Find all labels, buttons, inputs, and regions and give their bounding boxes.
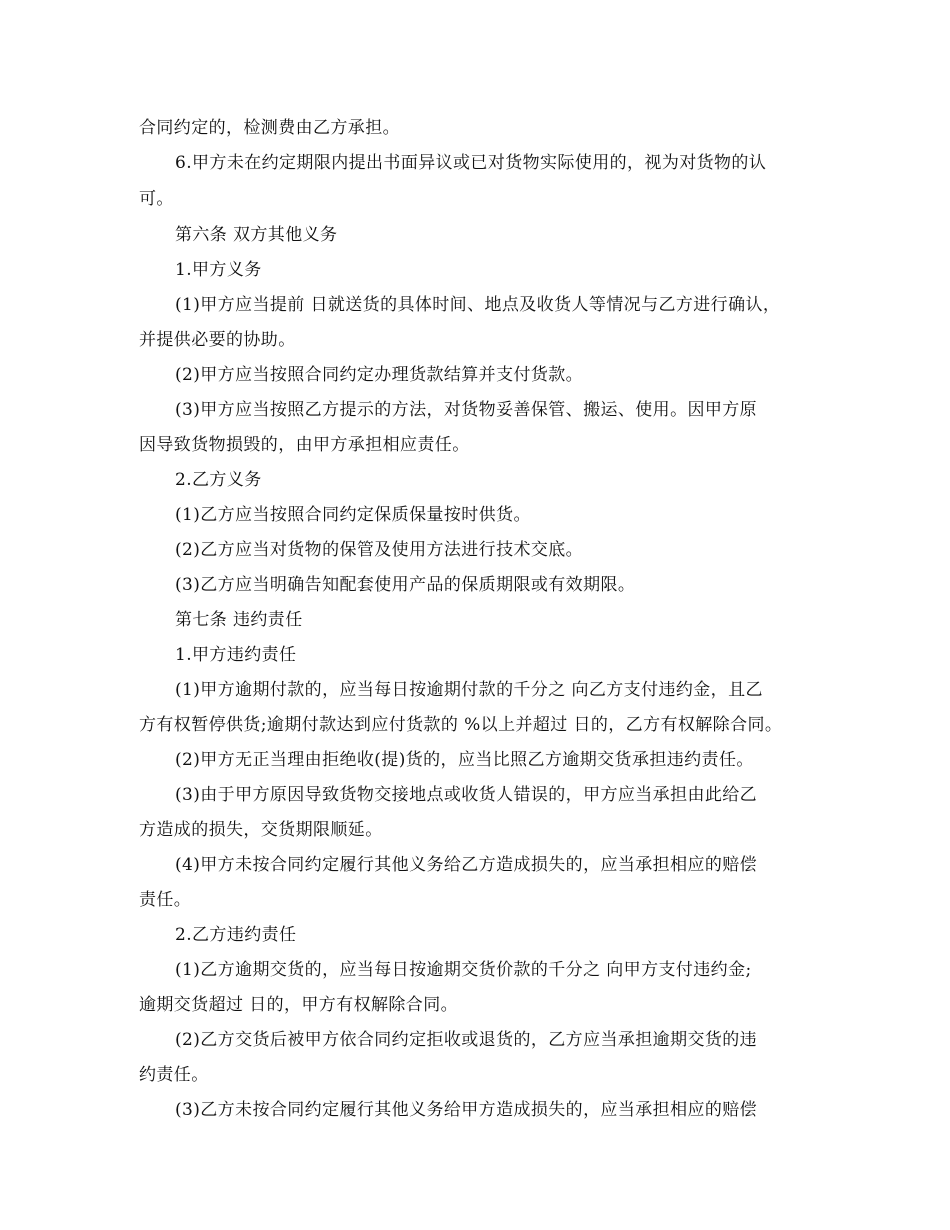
text-line: (1)甲方应当提前 日就送货的具体时间、地点及收货人等情况与乙方进行确认， [175, 295, 781, 315]
text-line: (3)甲方应当按照乙方提示的方法，对货物妥善保管、搬运、使用。因甲方原 [175, 400, 758, 420]
text-line: (1)乙方应当按照合同约定保质保量按时供货。 [175, 505, 531, 525]
subsection-heading: 1.甲方违约责任 [175, 645, 297, 665]
section-heading: 第六条 双方其他义务 [175, 225, 338, 245]
text-line: (1)乙方逾期交货的，应当每日按逾期交货价款的千分之 向甲方支付违约金; [175, 960, 752, 980]
text-line: (3)由于甲方原因导致货物交接地点或收货人错误的，甲方应当承担由此给乙 [175, 785, 758, 805]
text-line: 并提供必要的协助。 [139, 330, 296, 350]
text-line: 合同约定的，检测费由乙方承担。 [139, 118, 400, 138]
text-line: 可。 [139, 189, 174, 209]
text-line: (1)甲方逾期付款的，应当每日按逾期付款的千分之 向乙方支付违约金，且乙 [175, 680, 763, 700]
text-line: 逾期交货超过 日的，甲方有权解除合同。 [139, 995, 459, 1015]
text-line: (2)甲方应当按照合同约定办理货款结算并支付货款。 [175, 365, 584, 385]
text-line: (4)甲方未按合同约定履行其他义务给乙方造成损失的，应当承担相应的赔偿 [175, 855, 758, 875]
text-line: 约责任。 [139, 1065, 209, 1085]
text-line: 方造成的损失，交货期限顺延。 [139, 820, 383, 840]
text-line: 责任。 [139, 890, 192, 910]
text-line: (2)乙方交货后被甲方依合同约定拒收或退货的，乙方应当承担逾期交货的违 [175, 1030, 758, 1050]
subsection-heading: 2.乙方违约责任 [175, 925, 297, 945]
subsection-heading: 1.甲方义务 [175, 260, 262, 280]
text-line: (2)甲方无正当理由拒绝收(提)货的，应当比照乙方逾期交货承担违约责任。 [175, 750, 754, 770]
text-line: 6.甲方未在约定期限内提出书面异议或已对货物实际使用的，视为对货物的认 [175, 153, 767, 173]
text-line: 方有权暂停供货;逾期付款达到应付货款的 %以上并超过 日的，乙方有权解除合同。 [139, 715, 783, 735]
text-line: (3)乙方应当明确告知配套使用产品的保质期限或有效期限。 [175, 575, 636, 595]
subsection-heading: 2.乙方义务 [175, 470, 262, 490]
text-line: 因导致货物损毁的，由甲方承担相应责任。 [139, 435, 470, 455]
text-line: (2)乙方应当对货物的保管及使用方法进行技术交底。 [175, 540, 584, 560]
section-heading: 第七条 违约责任 [175, 610, 303, 630]
text-line: (3)乙方未按合同约定履行其他义务给甲方造成损失的，应当承担相应的赔偿 [175, 1100, 758, 1120]
